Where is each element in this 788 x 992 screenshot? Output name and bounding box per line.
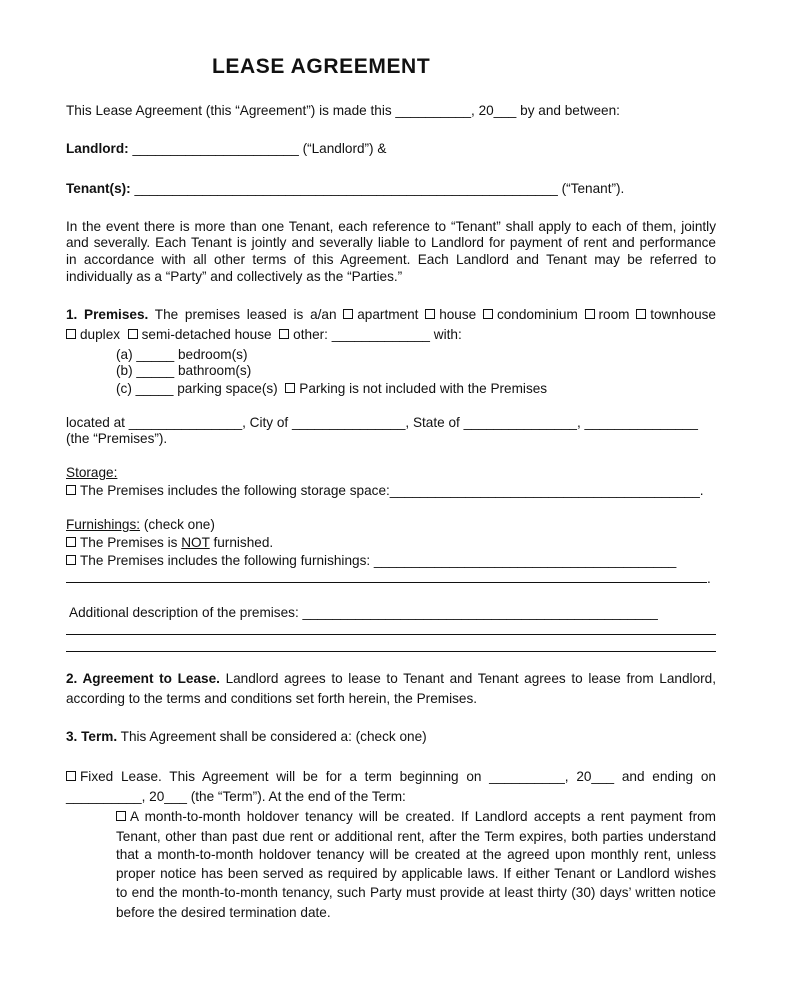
agreement-line1: 2. Agreement to Lease. Landlord agrees to lease to Tenant and Tenant agrees to lease from Landlord, xyxy=(66,671,716,686)
checkbox-apartment[interactable] xyxy=(343,309,353,319)
additional-description-line[interactable]: Additional description of the premises: _______________________________________________ xyxy=(66,605,658,620)
checkbox-semi-detached[interactable] xyxy=(128,329,138,339)
tenant-label: Tenant(s): xyxy=(66,181,131,196)
landlord-label: Landlord: xyxy=(66,141,129,156)
checkbox-duplex[interactable] xyxy=(66,329,76,339)
location-line: located at _______________, City of _______________, State of _______________, _______________ xyxy=(66,415,698,430)
term-line: 3. Term. This Agreement shall be considered a: (check one) xyxy=(66,729,427,744)
bedrooms-item: (a) _____ bedroom(s) xyxy=(116,347,248,362)
furnishings-blank-line[interactable] xyxy=(66,582,707,583)
tenant-line xyxy=(66,180,624,197)
agreement-heading: 2. Agreement to Lease. xyxy=(66,671,220,686)
furnishings-heading-line: Furnishings: (check one) xyxy=(66,517,215,532)
premises-heading: 1. Premises. xyxy=(66,307,149,322)
storage-heading: Storage: xyxy=(66,465,118,480)
premises-definition: (the “Premises”). xyxy=(66,431,168,446)
checkbox-not-furnished[interactable] xyxy=(66,537,76,547)
intro-line: This Lease Agreement (this “Agreement”) is made this __________, 20___ by and between: xyxy=(66,103,620,118)
checkbox-condominium[interactable] xyxy=(483,309,493,319)
fixed-lease-line1: Fixed Lease. This Agreement will be for a term beginning on __________, 20___ and ending on xyxy=(66,768,716,785)
holdover-line: proper notice has been served as required by applicable laws. If either Tenant or Landlord wishes xyxy=(116,866,716,881)
joint-paragraph-line: In the event there is more than one Tenant, each reference to “Tenant” shall apply to each of them, jointly xyxy=(66,219,716,234)
joint-paragraph-line: individually as a “Party” and collectively as the “Parties.” xyxy=(66,269,403,284)
bathrooms-item: (b) _____ bathroom(s) xyxy=(116,363,252,378)
holdover-line: before the desired termination date. xyxy=(116,905,331,920)
checkbox-furnished[interactable] xyxy=(66,555,76,565)
checkbox-townhouse[interactable] xyxy=(636,309,646,319)
joint-paragraph-line: and severally. Each Tenant is jointly and severally liable to Landlord for payment of rent and performance xyxy=(66,235,716,250)
tenant-blank[interactable]: ________________________________________________________ (“Tenant”). xyxy=(130,181,625,196)
joint-paragraph-line: in accordance with all other terms of this Agreement. Each Landlord and Tenant may be referred to xyxy=(66,252,716,267)
fixed-lease-line2: __________, 20___ (the “Term”). At the end of the Term: xyxy=(66,789,406,804)
furnishings-option-list: The Premises includes the following furnishings: ________________________________________ xyxy=(66,552,676,569)
checkbox-fixed-lease[interactable] xyxy=(66,771,76,781)
checkbox-room[interactable] xyxy=(585,309,595,319)
holdover-line1: A month-to-month holdover tenancy will be created. If Landlord accepts a rent payment from xyxy=(116,808,716,825)
furnishings-heading: Furnishings: xyxy=(66,517,141,532)
holdover-line: to end the month-to-month tenancy, such Party must provide at least thirty (30) days’ written notice xyxy=(116,885,716,900)
term-heading: 3. Term. xyxy=(66,729,118,744)
document-title: LEASE AGREEMENT xyxy=(212,55,431,78)
landlord-blank[interactable]: ______________________ (“Landlord”) & xyxy=(128,141,387,156)
holdover-line: Tenant, other than past due rent or additional rent, after the Term expires, both parties understand xyxy=(116,829,716,844)
checkbox-other[interactable] xyxy=(279,329,289,339)
agreement-line2: according to the terms and conditions set forth herein, the Premises. xyxy=(66,691,478,706)
additional-blank-line[interactable] xyxy=(66,651,716,652)
checkbox-holdover[interactable] xyxy=(116,811,126,821)
checkbox-storage[interactable] xyxy=(66,485,76,495)
landlord-line xyxy=(66,140,386,157)
furnishings-option-not: The Premises is NOT furnished. xyxy=(66,534,273,551)
premises-types-line1: 1. Premises. The premises leased is a/an apartment house condominium room townhouse xyxy=(66,307,716,322)
premises-types-line2: duplex semi-detached house other: _____________ with: xyxy=(66,326,462,343)
checkbox-house[interactable] xyxy=(425,309,435,319)
additional-blank-line[interactable] xyxy=(66,634,716,635)
furnishings-period: . xyxy=(707,571,711,586)
storage-option: The Premises includes the following storage space:_________________________________________. xyxy=(66,482,704,499)
parking-item: (c) _____ parking space(s) Parking is not included with the Premises xyxy=(116,381,548,396)
holdover-line: that a month-to-month holdover tenancy will be created at the agreed upon monthly rent, unless xyxy=(116,847,716,862)
checkbox-no-parking[interactable] xyxy=(285,383,295,393)
